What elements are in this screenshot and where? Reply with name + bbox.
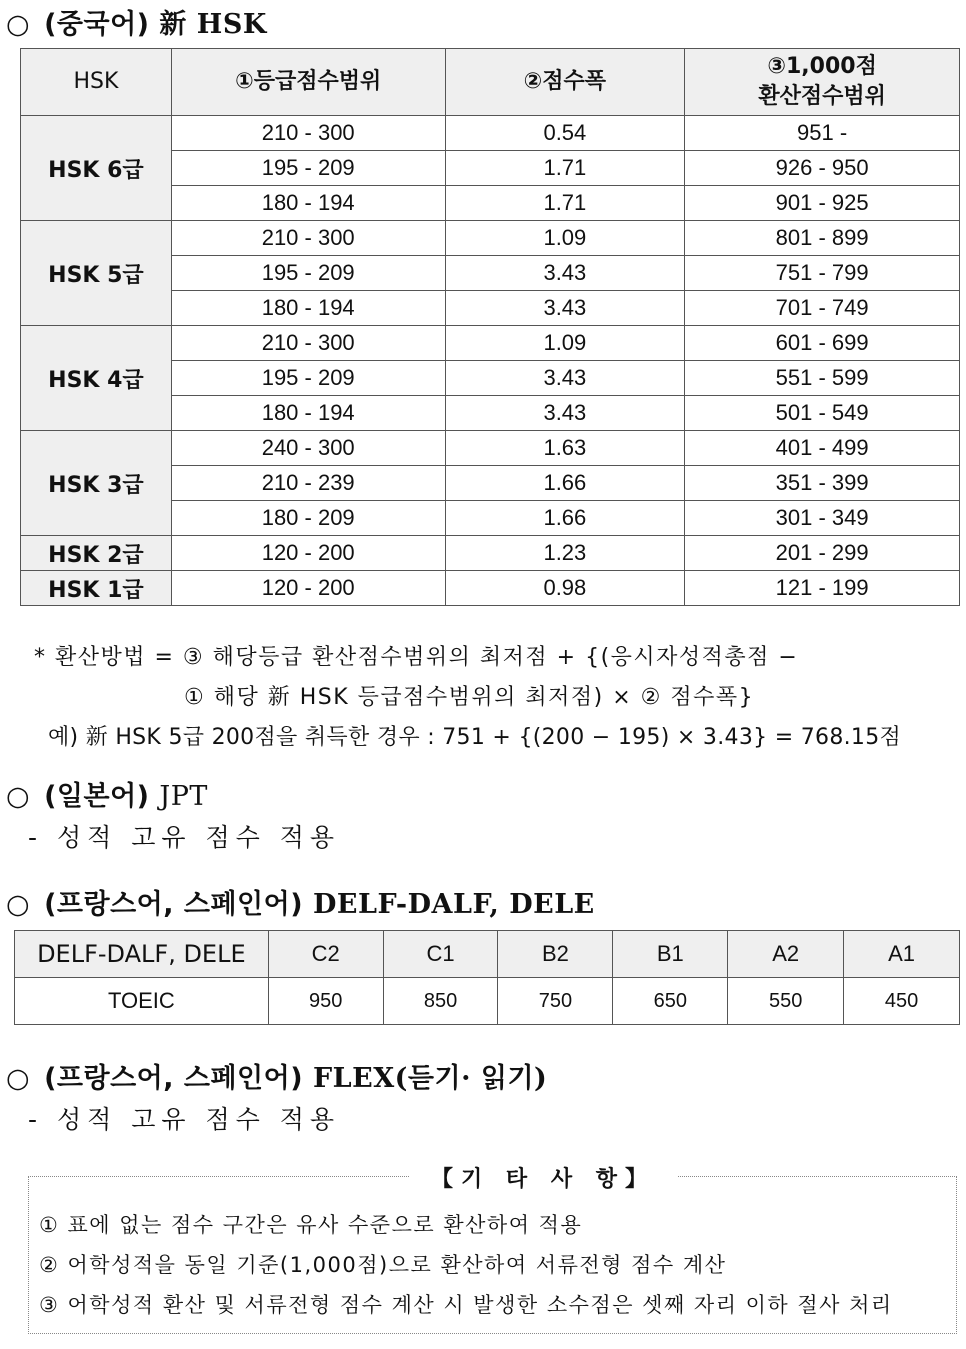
table-row: [21, 536, 960, 571]
score-width-cell: 1.09: [445, 326, 685, 361]
delf-level-header: B1: [613, 931, 728, 978]
converted-range-cell: 121 - 199: [685, 571, 960, 606]
jpt-heading: [6, 774, 208, 813]
grade-range-cell: 120 - 200: [171, 536, 445, 571]
grade-range-cell: 180 - 209: [171, 501, 445, 536]
score-width-cell: 3.43: [445, 256, 685, 291]
table-row: [21, 221, 960, 256]
delf-level-header: B2: [498, 931, 613, 978]
converted-range-cell: 501 - 549: [685, 396, 960, 431]
conversion-method-note-cont: ① 해당 新 HSK 등급점수범위의 최저점) × ② 점수폭}: [184, 685, 755, 710]
toeic-score-cell: 950: [268, 978, 383, 1025]
score-width-cell: 1.71: [445, 186, 685, 221]
level-cell: HSK 4급: [21, 326, 172, 431]
score-width-cell: 1.23: [445, 536, 685, 571]
etc-item-3: ③ 어학성적 환산 및 서류전형 점수 계산 시 발생한 소수점은 셋째 자리 이하 절사 처리: [39, 1293, 893, 1317]
toeic-score-cell: 750: [498, 978, 613, 1025]
bullet-icon: ○: [6, 781, 31, 812]
converted-range-cell: 201 - 299: [685, 536, 960, 571]
grade-range-cell: 180 - 194: [171, 291, 445, 326]
toeic-score-cell: 850: [383, 978, 498, 1025]
grade-range-cell: 195 - 209: [171, 151, 445, 186]
score-width-cell: 1.71: [445, 151, 685, 186]
score-width-cell: 1.09: [445, 221, 685, 256]
flex-heading: [6, 1056, 547, 1095]
conversion-example: 예) 新 HSK 5급 200점을 취득한 경우 : 751 + {(200 − 195) × 3.43} = 768.15점: [48, 725, 902, 750]
converted-range-cell: 951 -: [685, 116, 960, 151]
delf-header-row: [15, 931, 960, 978]
converted-range-cell: 701 - 749: [685, 291, 960, 326]
conversion-method-note: * 환산방법 = ③ 해당등급 환산점수범위의 최저점 + {(응시자성적총점 −: [34, 645, 799, 670]
etc-box: [28, 1167, 957, 1334]
jpt-heading-en: JPT: [159, 781, 208, 812]
delf-level-header: A2: [728, 931, 844, 978]
delf-level-header: C2: [268, 931, 383, 978]
header-score-width: ②점수폭: [445, 49, 685, 116]
level-cell: HSK 2급: [21, 536, 172, 571]
score-width-cell: 1.66: [445, 466, 685, 501]
bullet-icon: ○: [6, 1063, 31, 1094]
delf-conversion-table: [14, 930, 960, 1025]
toeic-score-cell: 450: [844, 978, 960, 1025]
grade-range-cell: 210 - 300: [171, 221, 445, 256]
score-width-cell: 3.43: [445, 361, 685, 396]
score-width-cell: 0.98: [445, 571, 685, 606]
hsk-heading-en: 新 HSK: [159, 9, 267, 40]
etc-title: 【기 타 사 항】: [409, 1162, 677, 1193]
grade-range-cell: 210 - 300: [171, 116, 445, 151]
delf-heading-en: DELF-DALF, DELE: [312, 889, 595, 920]
converted-range-cell: 801 - 899: [685, 221, 960, 256]
hsk-heading-ko: (중국어): [44, 9, 150, 40]
hsk-conversion-table: [20, 48, 960, 606]
delf-score-row: [15, 978, 960, 1025]
jpt-sub: - 성적 고유 점수 적용: [28, 823, 341, 852]
toeic-score-cell: 550: [728, 978, 844, 1025]
converted-range-cell: 301 - 349: [685, 501, 960, 536]
score-width-cell: 3.43: [445, 396, 685, 431]
etc-item-2: ② 어학성적을 동일 기준(1,000점)으로 환산하여 서류전형 점수 계산: [39, 1253, 727, 1277]
converted-range-cell: 401 - 499: [685, 431, 960, 466]
delf-level-header: C1: [383, 931, 498, 978]
converted-range-cell: 751 - 799: [685, 256, 960, 291]
table-row: [21, 431, 960, 466]
converted-range-cell: 551 - 599: [685, 361, 960, 396]
header-hsk: HSK: [21, 49, 172, 116]
toeic-score-cell: 650: [613, 978, 728, 1025]
hsk-heading: [6, 2, 267, 41]
header-converted-range: [685, 49, 960, 116]
toeic-label: TOEIC: [15, 978, 269, 1025]
table-row: [21, 326, 960, 361]
grade-range-cell: 240 - 300: [171, 431, 445, 466]
delf-header-label: DELF-DALF, DELE: [15, 931, 269, 978]
hsk-table-body: [21, 116, 960, 606]
converted-range-cell: 601 - 699: [685, 326, 960, 361]
etc-item-1: ① 표에 없는 점수 구간은 유사 수준으로 환산하여 적용: [39, 1213, 583, 1237]
header-converted-line2: 환산점수범위: [758, 84, 886, 109]
flex-heading-en: FLEX(듣기· 읽기): [312, 1063, 548, 1094]
table-header-row: [21, 49, 960, 116]
bullet-icon: ○: [6, 9, 31, 40]
converted-range-cell: 926 - 950: [685, 151, 960, 186]
level-cell: HSK 1급: [21, 571, 172, 606]
level-cell: HSK 3급: [21, 431, 172, 536]
bullet-icon: ○: [6, 889, 31, 920]
grade-range-cell: 180 - 194: [171, 396, 445, 431]
table-row: [21, 116, 960, 151]
delf-level-header: A1: [844, 931, 960, 978]
converted-range-cell: 901 - 925: [685, 186, 960, 221]
grade-range-cell: 210 - 239: [171, 466, 445, 501]
converted-range-cell: 351 - 399: [685, 466, 960, 501]
header-converted-line1: ③1,000점: [767, 54, 877, 79]
score-width-cell: 1.66: [445, 501, 685, 536]
score-width-cell: 3.43: [445, 291, 685, 326]
score-width-cell: 0.54: [445, 116, 685, 151]
delf-heading: [6, 882, 595, 921]
grade-range-cell: 120 - 200: [171, 571, 445, 606]
flex-sub: - 성적 고유 점수 적용: [28, 1105, 341, 1134]
jpt-heading-ko: (일본어): [44, 781, 150, 812]
score-width-cell: 1.63: [445, 431, 685, 466]
grade-range-cell: 195 - 209: [171, 361, 445, 396]
delf-heading-ko: (프랑스어, 스페인어): [44, 889, 304, 920]
level-cell: HSK 6급: [21, 116, 172, 221]
grade-range-cell: 180 - 194: [171, 186, 445, 221]
level-cell: HSK 5급: [21, 221, 172, 326]
flex-heading-ko: (프랑스어, 스페인어): [44, 1063, 304, 1094]
table-row: [21, 571, 960, 606]
header-grade-range: ①등급점수범위: [171, 49, 445, 116]
grade-range-cell: 195 - 209: [171, 256, 445, 291]
grade-range-cell: 210 - 300: [171, 326, 445, 361]
